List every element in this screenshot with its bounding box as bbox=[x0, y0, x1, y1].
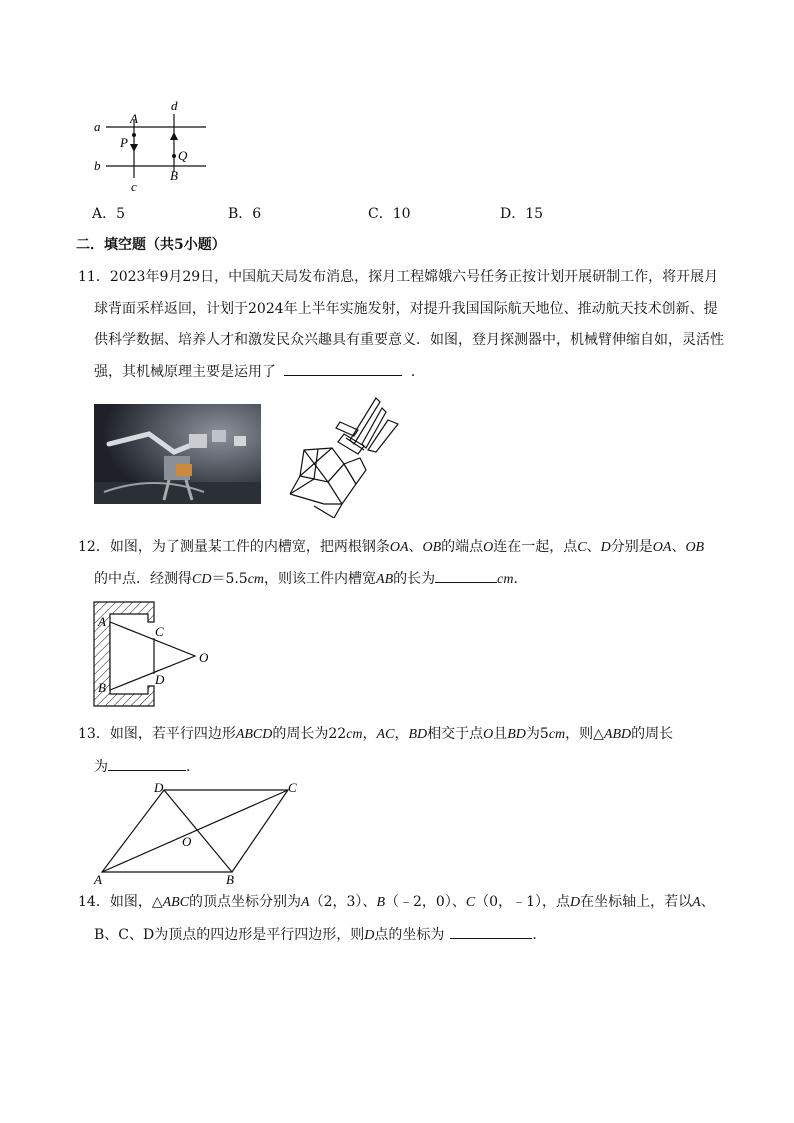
q12-ob2: OB bbox=[685, 540, 705, 555]
q13-text-d: ， bbox=[394, 726, 409, 742]
q12-line2 bbox=[94, 568, 527, 590]
q13-text-b: 的周长为 bbox=[272, 726, 329, 742]
q12-cm1: cm bbox=[247, 572, 265, 587]
q13-abcd: ABCD bbox=[235, 727, 273, 742]
q12-sep1: 、 bbox=[408, 539, 423, 555]
q12-eq: ＝5.5 bbox=[211, 571, 248, 587]
q12-d: D bbox=[600, 540, 611, 555]
option-a[interactable]: A．5 bbox=[92, 206, 126, 222]
q14-ca: （2，3）、 bbox=[309, 894, 377, 910]
q13-text-j: 为 bbox=[94, 759, 108, 775]
q14-line1 bbox=[78, 892, 715, 913]
q13-fig-B: B bbox=[226, 872, 234, 886]
q13-fig-A: A bbox=[94, 872, 102, 886]
q12-unit: cm bbox=[497, 572, 514, 587]
q11-period: ． bbox=[410, 364, 425, 380]
q12-text-b: 的端点 bbox=[441, 539, 484, 555]
q13-bd2: BD bbox=[507, 727, 526, 742]
q12-sep3: 、 bbox=[671, 539, 686, 555]
q12-line1 bbox=[78, 537, 704, 558]
q11-line1: 11．2023年9月29日，中国航天局发布消息，探月工程嫦娥六号任务正按计划开展研制工作，将开展月 bbox=[78, 269, 719, 285]
robot-arm-diagram bbox=[284, 394, 408, 518]
q13-fig-C: C bbox=[288, 780, 297, 795]
q14-answer-blank[interactable] bbox=[450, 924, 532, 939]
q12-text-c: 连在一起，点 bbox=[493, 539, 578, 555]
q14-abc: ABC bbox=[162, 895, 190, 910]
q13-period: ． bbox=[186, 759, 200, 775]
q13-text-c: ， bbox=[362, 726, 377, 742]
q14-text-d: 、 bbox=[700, 894, 715, 910]
q11-answer-blank[interactable] bbox=[284, 361, 402, 376]
q13-bd: BD bbox=[408, 727, 428, 742]
q12-text-a: 12．如图，为了测量某工件的内槽宽，把两根钢条 bbox=[78, 539, 390, 555]
q14-period: ． bbox=[532, 927, 547, 943]
q14-cb: （﹣2，0）、 bbox=[385, 894, 466, 910]
q14-text-b: 的顶点坐标分别为 bbox=[189, 894, 302, 910]
q12-fig-C: C bbox=[155, 624, 164, 639]
q13-text-h: ，则△ bbox=[565, 726, 604, 742]
label-d: d bbox=[171, 98, 178, 113]
q14-text-e: B、C、D为顶点的四边形是平行四边形，则 bbox=[94, 927, 365, 943]
label-b: b bbox=[94, 158, 101, 173]
label-B: B bbox=[170, 168, 178, 183]
q14-line2 bbox=[94, 924, 546, 946]
q13-fig-D: D bbox=[154, 780, 164, 795]
q12-oa: OA bbox=[389, 540, 409, 555]
q12-ob: OB bbox=[422, 540, 442, 555]
q11-line2: 球背面采样返回，计划于2024年上半年实施发射，对提升我国国际航天地位、推动航天技术创新、提 bbox=[94, 301, 718, 317]
option-b[interactable]: B．6 bbox=[228, 206, 262, 222]
q13-ac: AC bbox=[376, 727, 395, 742]
q14-cc: （0，﹣1），点 bbox=[475, 894, 570, 910]
label-c: c bbox=[131, 179, 137, 194]
option-d[interactable]: D．15 bbox=[500, 206, 544, 222]
label-a: a bbox=[94, 119, 101, 134]
q12-text-g: 的长为 bbox=[393, 571, 436, 587]
q13-cm1: cm bbox=[346, 727, 363, 742]
q12-period: ． bbox=[513, 571, 528, 587]
q12-text-e: 的中点．经测得 bbox=[94, 571, 192, 587]
q13-line1 bbox=[78, 724, 673, 745]
q12-sep2: 、 bbox=[586, 539, 601, 555]
q13-abd: ABD bbox=[603, 727, 632, 742]
q11-line4 bbox=[94, 361, 425, 382]
q14-text-f: 点的坐标为 bbox=[374, 927, 445, 943]
label-A: A bbox=[130, 111, 138, 126]
robot-arm-photo bbox=[94, 404, 261, 504]
q13-text-a: 13．如图，若平行四边形 bbox=[78, 726, 236, 742]
q12-fig-D: D bbox=[155, 672, 165, 687]
q13-text-g: 为 bbox=[525, 726, 540, 742]
q14-a: A bbox=[301, 895, 310, 910]
q12-ab: AB bbox=[376, 572, 394, 587]
q14-b: B bbox=[376, 895, 385, 910]
q14-text-a: 14．如图，△ bbox=[78, 894, 163, 910]
q12-cd: CD bbox=[192, 572, 212, 587]
q14-d2: D bbox=[364, 928, 375, 943]
q13-figure bbox=[90, 778, 304, 886]
q12-figure bbox=[92, 600, 216, 710]
q13-text-e: 相交于点 bbox=[427, 726, 484, 742]
label-Q: Q bbox=[178, 148, 188, 163]
q14-text-c: 在坐标轴上，若以 bbox=[580, 894, 693, 910]
q13-cm2: cm bbox=[548, 727, 566, 742]
q11-line3: 供科学数据、培养人才和激发民众兴趣具有重要意义．如图，登月探测器中，机械臂伸缩自如，灵活性 bbox=[94, 332, 724, 348]
q12-fig-A: A bbox=[98, 614, 106, 629]
q14-c: C bbox=[465, 895, 476, 910]
q14-d: D bbox=[570, 895, 581, 910]
q13-perim: 22 bbox=[328, 726, 347, 742]
q13-answer-blank[interactable] bbox=[108, 756, 186, 771]
q10-figure bbox=[88, 96, 218, 196]
q12-answer-blank[interactable] bbox=[435, 568, 497, 583]
q12-fig-B: B bbox=[98, 680, 106, 695]
q13-line2 bbox=[94, 756, 200, 777]
q13-text-f: 且 bbox=[493, 726, 508, 742]
q13-bd-len: 5 bbox=[539, 726, 549, 742]
section-heading: 二．填空题（共5小题） bbox=[76, 237, 226, 253]
label-P: P bbox=[120, 135, 128, 150]
q12-c: C bbox=[577, 540, 587, 555]
q12-text-f: ，则该工件内槽宽 bbox=[264, 571, 377, 587]
q12-text-d: 分别是 bbox=[610, 539, 653, 555]
q13-fig-O: O bbox=[182, 834, 192, 849]
q12-o: O bbox=[483, 540, 494, 555]
q11-line4-text: 强，其机械原理主要是运用了 bbox=[94, 364, 276, 380]
option-c[interactable]: C．10 bbox=[368, 206, 411, 222]
q12-fig-O: O bbox=[199, 650, 209, 665]
q13-text-i: 的周长 bbox=[631, 726, 674, 742]
q12-oa2: OA bbox=[652, 540, 672, 555]
q13-o: O bbox=[483, 727, 494, 742]
q14-a2: A bbox=[692, 895, 701, 910]
